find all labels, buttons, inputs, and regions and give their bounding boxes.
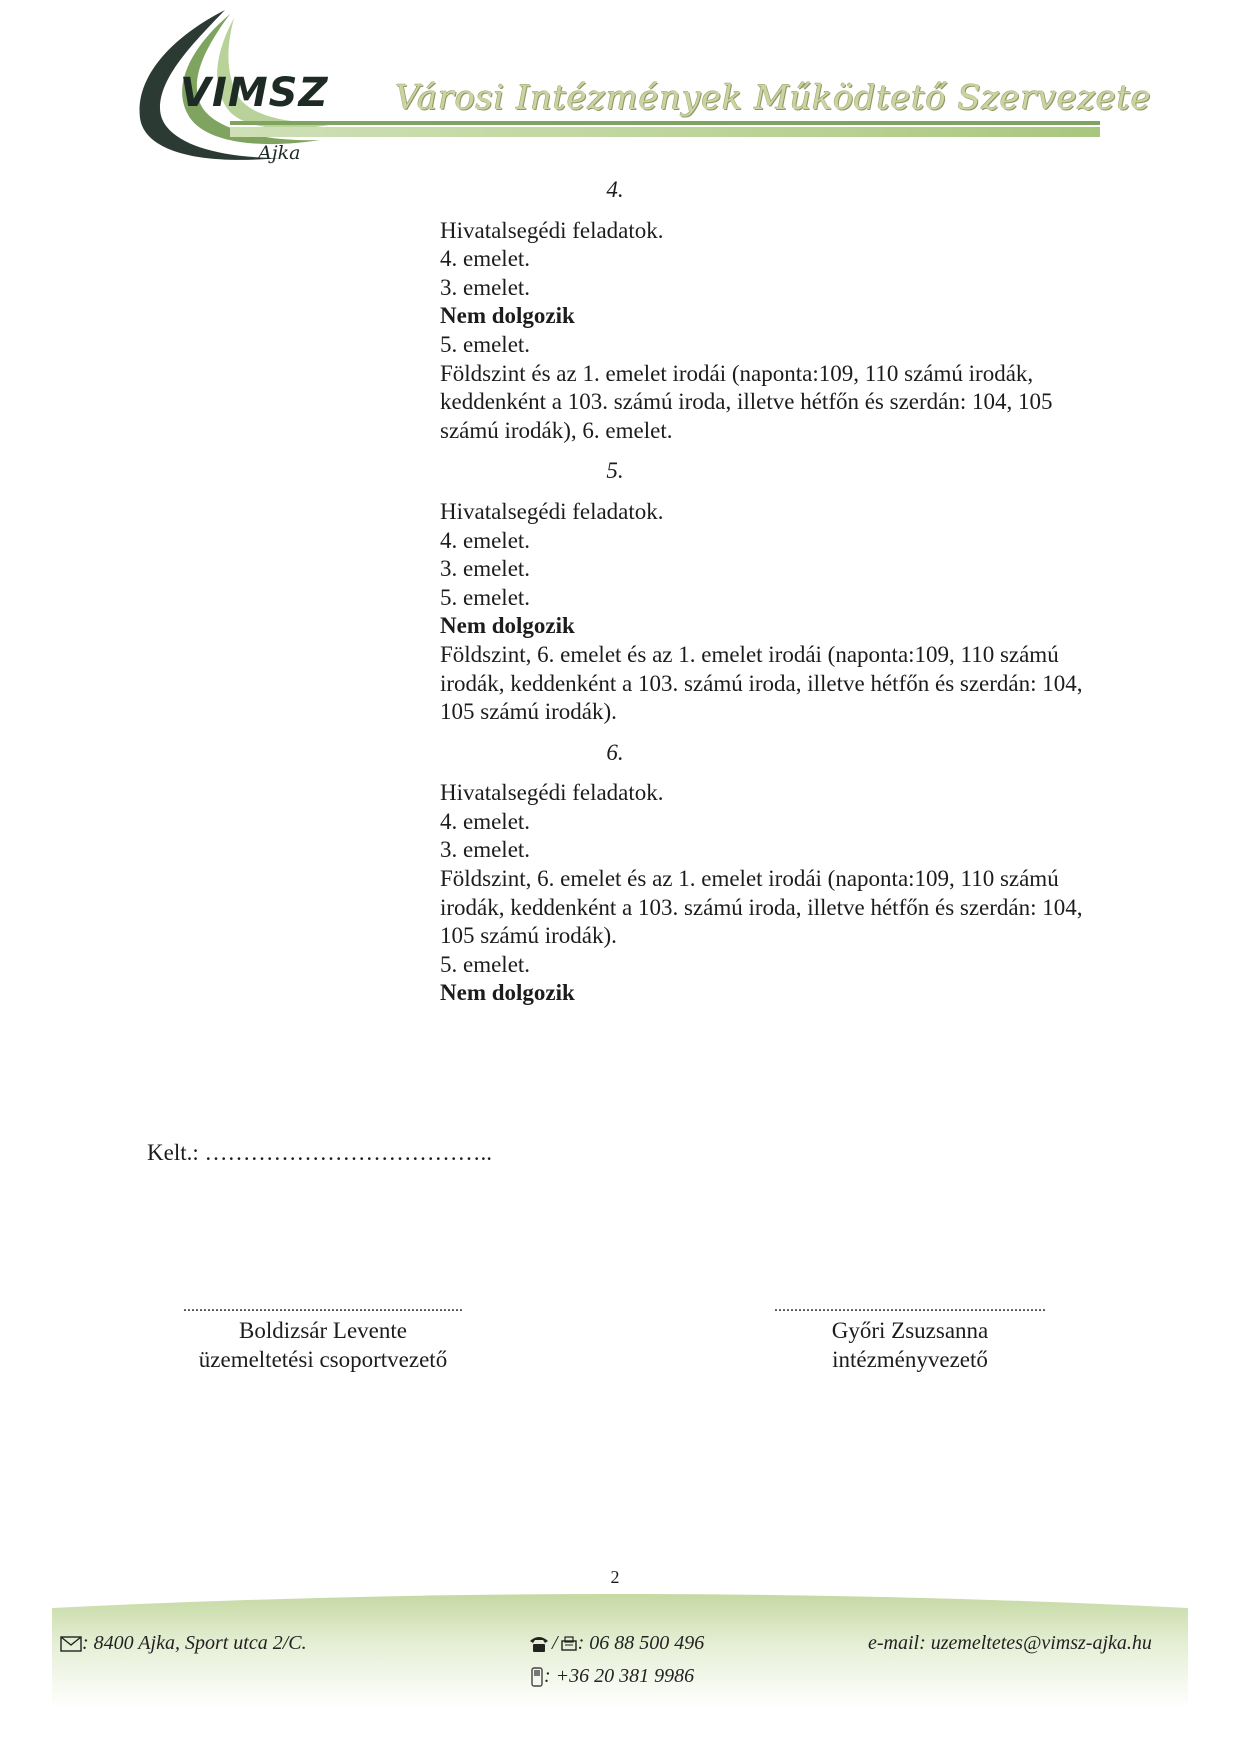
signature-block-right (730, 1298, 1090, 1374)
task-line: Földszint, 6. emelet és az 1. emelet irodái (naponta:109, 110 számú irodák, keddenként a 103. számú iroda, illetve hétfőn és szerdán: 104, 105 számú irodák). (440, 641, 1083, 725)
task-line: Hivatalsegédi feladatok. (440, 217, 664, 243)
logo-city: Ajka (258, 142, 301, 164)
date-field: Kelt.: ……………………………….. (147, 1140, 492, 1165)
not-working-label: Nem dolgozik (440, 613, 575, 639)
footer-mobile (530, 1665, 694, 1688)
signature-block-left (143, 1298, 503, 1374)
task-line: Hivatalsegédi feladatok. (440, 780, 664, 806)
signer-title: intézményvezető (832, 1347, 988, 1372)
schedule-content (440, 176, 1100, 1020)
signature-line: .................................................................... (774, 1298, 1046, 1315)
task-line: Hivatalsegédi feladatok. (440, 498, 664, 524)
address-text: : 8400 Ajka, Sport utca 2/C. (82, 1632, 307, 1654)
section-number: 4. (606, 177, 624, 202)
footer-email[interactable]: e-mail: uzemeltetes@vimsz-ajka.hu (868, 1632, 1152, 1654)
signature-line: ...................................................................... (183, 1298, 463, 1315)
task-line: 5. emelet. (440, 331, 531, 357)
task-line: Földszint és az 1. emelet irodái (naponta:109, 110 számú irodák, keddenként a 103. számú iroda, illetve hétfőn és szerdán: 104, 105 számú irodák), 6. emelet. (440, 360, 1053, 443)
section-number: 6. (606, 739, 624, 765)
task-line: 3. emelet. (440, 556, 531, 582)
signer-name: Győri Zsuzsanna (831, 1318, 989, 1343)
schedule-section (440, 457, 1100, 726)
footer-phone: / : 06 88 500 496 (528, 1632, 704, 1655)
schedule-section (440, 176, 1100, 445)
not-working-label: Nem dolgozik (440, 303, 575, 329)
phone-text: : 06 88 500 496 (577, 1632, 705, 1654)
organization-title: Városi Intézmények Működtető Szervezete (395, 78, 1152, 118)
fax-icon (560, 1635, 578, 1653)
task-line: 3. emelet. (440, 837, 531, 863)
task-line: 4. emelet. (440, 246, 531, 272)
task-line: 4. emelet. (440, 808, 531, 834)
letterhead (0, 0, 1240, 180)
mobile-text: : +36 20 381 9986 (544, 1665, 695, 1687)
section-number: 5. (606, 458, 624, 484)
task-line: Földszint, 6. emelet és az 1. emelet irodái (naponta:109, 110 számú irodák, keddenként a 103. számú iroda, illetve hétfőn és szerdán: 104, 105 számú irodák). (440, 866, 1083, 949)
page-number: 2 (610, 1567, 620, 1587)
task-line: 5. emelet. (440, 584, 531, 610)
footer-address (60, 1632, 307, 1655)
signer-title: üzemeltetési csoportvezető (198, 1347, 448, 1372)
logo-wordmark: VIMSZ (180, 70, 329, 116)
header-rule (230, 121, 1100, 125)
schedule-section (440, 739, 1100, 1008)
task-line: 5. emelet. (440, 951, 531, 977)
header-band (230, 127, 1100, 137)
telephone-icon (528, 1635, 550, 1653)
envelope-icon (60, 1636, 82, 1652)
not-working-label: Nem dolgozik (440, 980, 575, 1006)
task-line: 3. emelet. (440, 274, 531, 300)
task-line: 4. emelet. (440, 527, 531, 553)
signer-name: Boldizsár Levente (239, 1318, 407, 1343)
mobile-phone-icon (530, 1666, 544, 1688)
